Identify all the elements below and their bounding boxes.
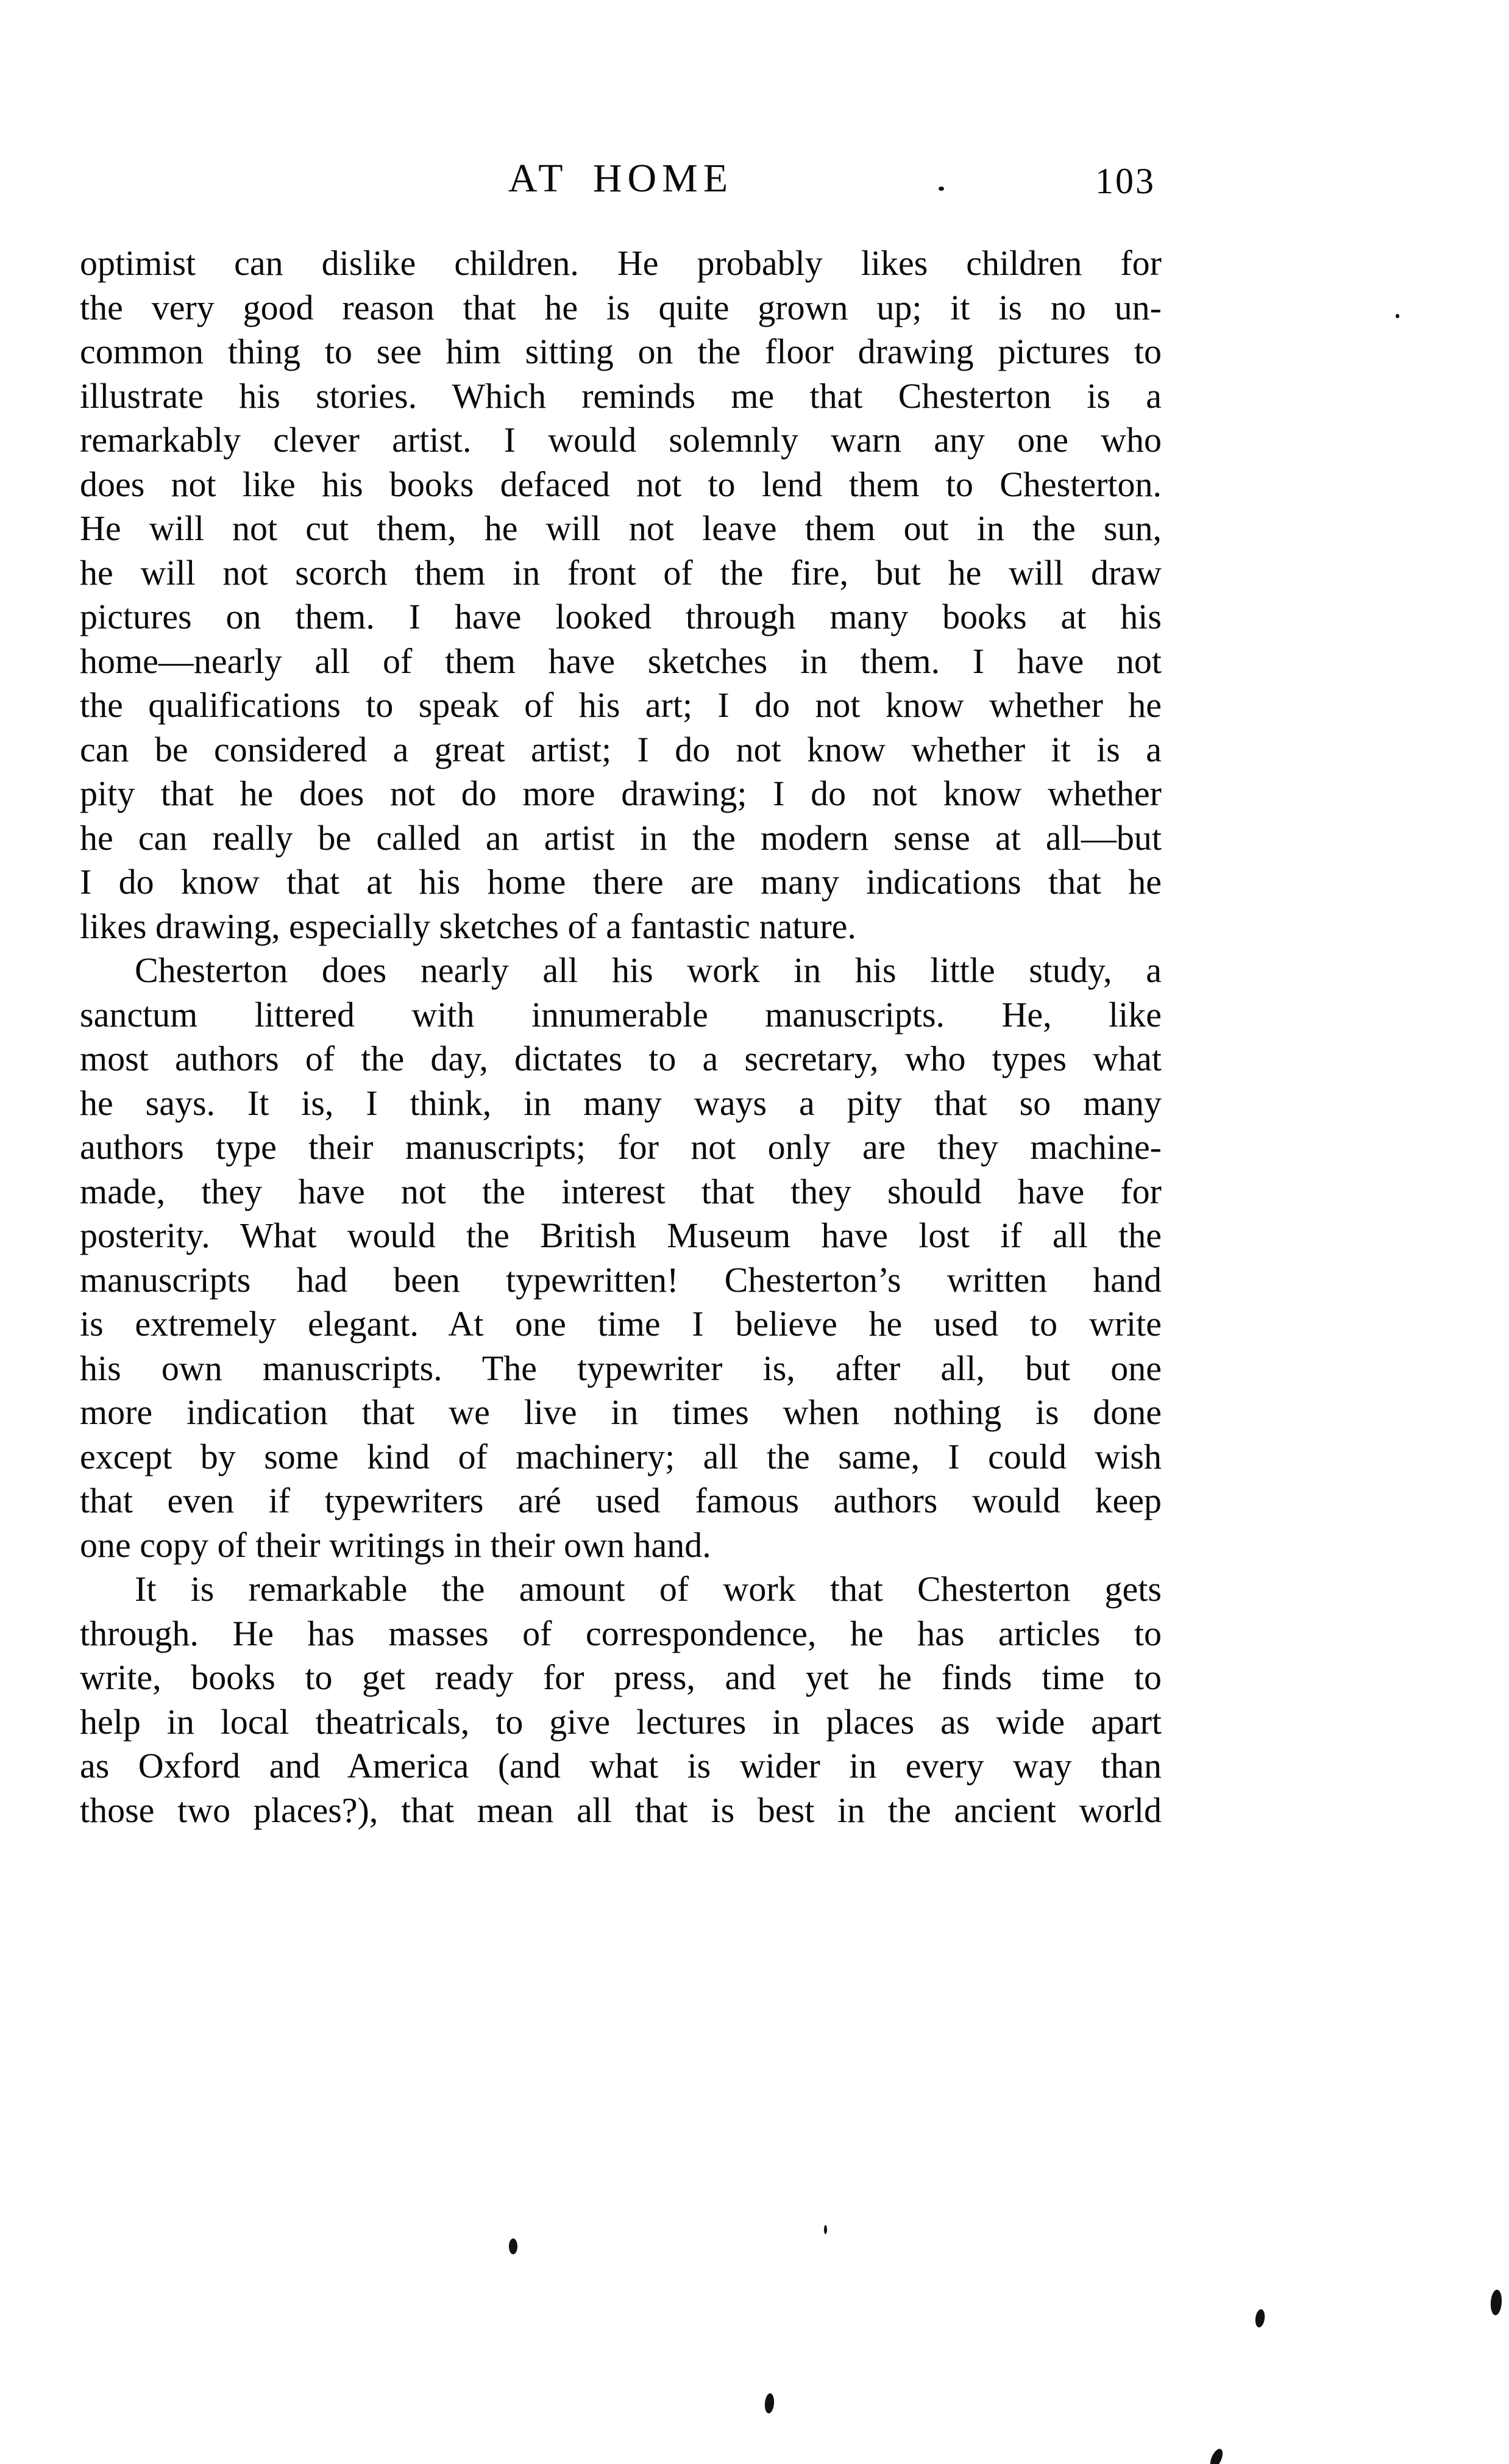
text-line: illustrate his stories. Which reminds me that Chesterton is a: [80, 376, 1162, 416]
page-number: 103: [1095, 161, 1156, 201]
ink-speck: [764, 2393, 775, 2413]
text-line: He will not cut them, he will not leave them out in the sun,: [80, 508, 1162, 548]
text-line: common thing to see him sitting on the floor drawing pictures to: [80, 332, 1162, 371]
text-line: through. He has masses of correspondence, he has articles to: [80, 1613, 1162, 1653]
ink-speck: [824, 2225, 827, 2234]
text-line: does not like his books defaced not to lend them to Chesterton.: [80, 464, 1162, 504]
text-line: help in local theatricals, to give lectures in places as wide apart: [80, 1701, 1162, 1742]
text-line: made, they have not the interest that they should have for: [80, 1171, 1162, 1211]
text-line: optimist can dislike children. He probably likes children for: [80, 243, 1162, 283]
text-line: most authors of the day, dictates to a secretary, who types what: [80, 1039, 1162, 1078]
text-line: write, books to get ready for press, and yet he finds time to: [80, 1658, 1162, 1697]
text-line: posterity. What would the British Museum have lost if all the: [80, 1216, 1162, 1255]
text-line: one copy of their writings in their own hand.: [80, 1525, 711, 1565]
text-line: the qualifications to speak of his art; I do not know whether he: [80, 685, 1162, 725]
text-line: is extremely elegant. At one time I believe he used to write: [80, 1304, 1162, 1344]
ink-speck: [1208, 2447, 1225, 2464]
text-line: he can really be called an artist in the modern sense at all—but: [80, 817, 1162, 858]
text-line: remarkably clever artist. I would solemnly warn any one who: [80, 420, 1162, 460]
text-line: I do know that at his home there are many indications that he: [80, 862, 1162, 902]
text-line: likes drawing, especially sketches of a fantastic nature.: [80, 906, 856, 946]
text-line: except by some kind of machinery; all the same, I could wish: [80, 1436, 1162, 1476]
text-line: he will not scorch them in front of the fire, but he will draw: [80, 552, 1162, 593]
text-line: authors type their manuscripts; for not only are they machine-: [80, 1127, 1162, 1167]
text-line: his own manuscripts. The typewriter is, after all, but one: [80, 1348, 1162, 1388]
text-line: those two places?), that mean all that is best in the ancient world: [80, 1790, 1162, 1830]
text-line: home—nearly all of them have sketches in them. I have not: [80, 641, 1162, 681]
text-line: sanctum littered with innumerable manuscripts. He, like: [80, 994, 1162, 1034]
paragraph: [80, 1567, 1162, 1832]
paragraph: [80, 949, 1162, 1567]
ink-speck: [939, 187, 944, 191]
text-line: pictures on them. I have looked through many books at his: [80, 597, 1162, 636]
page-header: [80, 157, 1162, 201]
text-line: manuscripts had been typewritten! Chesterton’s written hand: [80, 1259, 1162, 1300]
text-line: the very good reason that he is quite grown up; it is no un-: [80, 287, 1162, 327]
text-line: pity that he does not do more drawing; I do not know whether: [80, 774, 1162, 813]
ink-speck: [1490, 2289, 1503, 2315]
paragraph: [80, 241, 1162, 949]
page-text: [80, 241, 1162, 1832]
running-head-title: AT HOME: [508, 156, 734, 201]
text-line: Chesterton does nearly all his work in his little study, a: [135, 950, 1162, 990]
text-line: he says. It is, I think, in many ways a pity that so many: [80, 1083, 1162, 1123]
ink-speck: [1396, 314, 1399, 318]
text-line: more indication that we live in times when nothing is done: [80, 1392, 1162, 1432]
text-line: that even if typewriters aré used famous authors would keep: [80, 1481, 1162, 1520]
ink-speck: [1254, 2309, 1266, 2328]
text-line: can be considered a great artist; I do not know whether it is a: [80, 729, 1162, 769]
ink-speck: [509, 2238, 517, 2254]
text-line: as Oxford and America (and what is wider in every way than: [80, 1746, 1162, 1786]
text-line: It is remarkable the amount of work that Chesterton gets: [135, 1569, 1162, 1609]
